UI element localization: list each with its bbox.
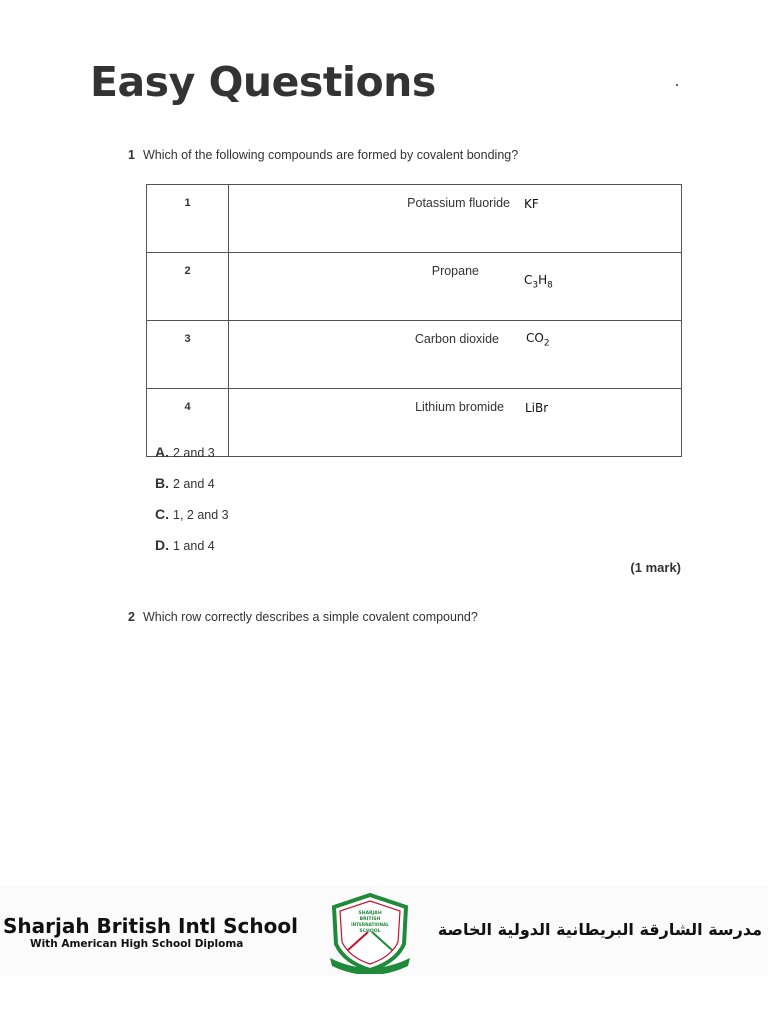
option-letter: D. bbox=[155, 537, 169, 553]
compound-cell bbox=[229, 389, 682, 457]
school-subtitle: With American High School Diploma bbox=[30, 938, 244, 950]
row-number: 4 bbox=[147, 389, 229, 457]
row-number: 2 bbox=[147, 253, 229, 321]
question-text: Which row correctly describes a simple covalent compound? bbox=[142, 610, 478, 624]
option-text: 2 and 4 bbox=[173, 477, 215, 491]
option-letter: A. bbox=[155, 444, 169, 460]
question-number: 2 bbox=[128, 610, 135, 624]
compound-cell bbox=[229, 253, 682, 321]
crest-line-3: INTERNATIONAL bbox=[351, 922, 389, 927]
table-row bbox=[147, 321, 682, 389]
school-name: Sharjah British Intl School bbox=[3, 914, 298, 938]
school-footer bbox=[0, 886, 768, 976]
school-crest-logo bbox=[324, 892, 416, 974]
option-a[interactable] bbox=[155, 444, 229, 475]
compound-name: Propane bbox=[431, 264, 479, 278]
option-text: 1, 2 and 3 bbox=[173, 508, 229, 522]
option-text: 2 and 3 bbox=[173, 446, 215, 460]
row-number: 3 bbox=[147, 321, 229, 389]
compound-formula: $C_3H_8$ bbox=[524, 273, 553, 291]
option-text: 1 and 4 bbox=[173, 539, 215, 553]
compound-cell bbox=[229, 185, 682, 253]
row-number: 1 bbox=[147, 185, 229, 253]
compounds-table bbox=[146, 184, 682, 457]
question-number: 1 bbox=[128, 148, 135, 162]
table-row bbox=[147, 253, 682, 321]
page-title: Easy Questions bbox=[90, 58, 436, 106]
option-b[interactable] bbox=[155, 475, 229, 506]
question-2 bbox=[128, 610, 478, 624]
compound-formula: KF bbox=[524, 197, 539, 211]
compound-formula: LiBr bbox=[525, 401, 549, 415]
option-letter: B. bbox=[155, 475, 169, 491]
answer-options bbox=[155, 444, 229, 568]
option-d[interactable] bbox=[155, 537, 229, 568]
compound-name: Lithium bromide bbox=[415, 400, 504, 414]
option-c[interactable] bbox=[155, 506, 229, 537]
crest-line-2: BRITISH bbox=[359, 917, 381, 922]
option-letter: C. bbox=[155, 506, 169, 522]
compound-cell bbox=[229, 321, 682, 389]
marks-label: (1 mark) bbox=[630, 560, 681, 575]
question-1 bbox=[128, 148, 518, 162]
stray-dot bbox=[676, 84, 678, 86]
compound-formula: $CO_2$ bbox=[526, 331, 550, 349]
question-text: Which of the following compounds are formed by covalent bonding? bbox=[142, 148, 519, 162]
compound-name: Carbon dioxide bbox=[414, 332, 499, 346]
crest-line-4: SCHOOL bbox=[359, 929, 381, 934]
compound-name: Potassium fluoride bbox=[407, 196, 510, 210]
table-row bbox=[147, 185, 682, 253]
crest-line-1: SHARJAH bbox=[358, 911, 382, 916]
school-name-arabic: مدرسة الشارقة البريطانية الدولية الخاصة bbox=[437, 920, 762, 939]
